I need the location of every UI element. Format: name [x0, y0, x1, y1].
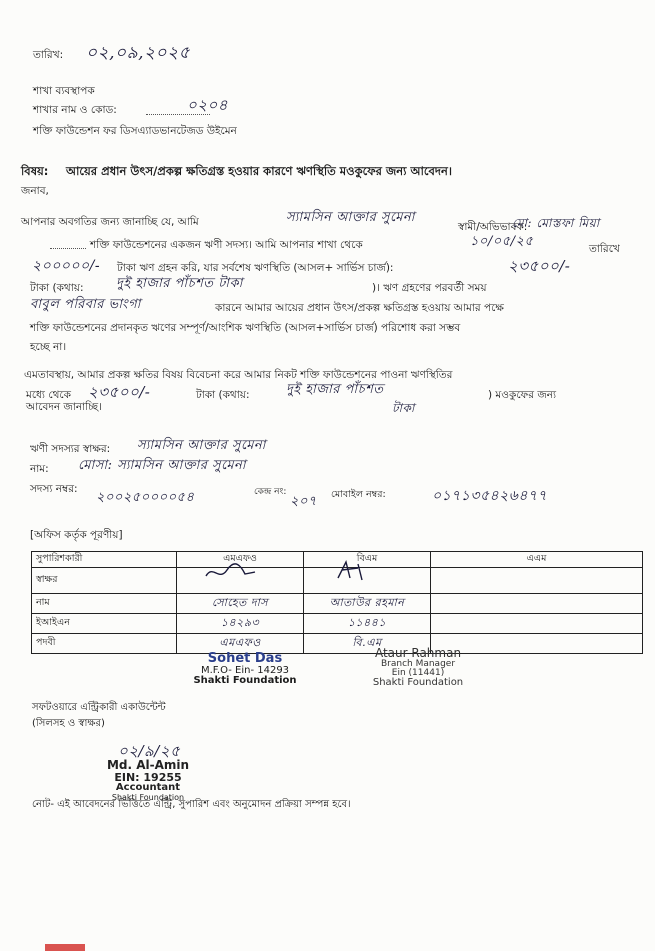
- body2-line1: এমতাবস্থায়, আমার প্রকল্প ক্ষতির বিষয় বিবেচনা করে আমার নিকট শক্তি ফাউন্ডেশনের পাওনা ঋণস্থিতির: [24, 369, 453, 381]
- mfo-signature: [201, 562, 261, 584]
- bm-stamp-title: Branch Manager: [380, 658, 456, 669]
- body2-words-label: টাকা (কথায়:: [196, 389, 250, 401]
- center-label: কেন্দ্র নং:: [254, 487, 287, 497]
- member-name: মোসা: স্যামসিন আক্তার সুমেনা: [78, 458, 247, 473]
- bm-stamp-org: Shakti Foundation: [372, 677, 464, 689]
- page-corner-mark: [45, 944, 85, 951]
- table-row: [32, 614, 643, 634]
- recommendation-table: [31, 551, 643, 654]
- date-value: ০২,০৯,২০২৫: [86, 43, 191, 63]
- cause-handwritten: বাবুল পরিবার ভাংগা: [30, 297, 141, 312]
- footer-note: নোট- এই আবেদনের ভিত্তিতে এন্ট্রি, সুপারিশ এবং অনুমোদন প্রক্রিয়া সম্পন্ন হবে।: [32, 799, 351, 810]
- header-am: এএম: [431, 552, 643, 568]
- body1-line2: শক্তি ফাউন্ডেশনের একজন ঋণী সদস্য। আমি আপনার শাখা থেকে: [90, 239, 363, 251]
- bm-stamp-ein: Ein (11441): [391, 668, 445, 679]
- mfo-signature-cell: [177, 568, 304, 594]
- loan-date: ১০/০৫/২৫: [470, 234, 534, 249]
- mobile-number: ০১৭১৩৫৪২৬৪৭৭: [432, 488, 548, 504]
- body1-line4: )। ঋণ গ্রহণের পরবর্তী সময়: [372, 282, 487, 294]
- amount-in-words: দুই হাজার পাঁচশত টাকা: [116, 276, 243, 291]
- accountant-stamp-ein: EIN: 19255: [114, 770, 182, 784]
- accountant-sign-date: ০২/৯/২৫: [118, 742, 181, 760]
- am-signature-cell: [431, 568, 643, 594]
- row-label: স্বাক্ষর: [32, 568, 177, 594]
- loan-amount: ২০০০০০/-: [32, 258, 101, 274]
- org-line: শক্তি ফাউন্ডেশন ফর ডিসএ্যাডভানটেজড উইমেন: [33, 125, 237, 137]
- body1-line7: হচ্ছে না।: [30, 341, 67, 353]
- addressee-line: শাখা ব্যবস্থাপক: [33, 85, 95, 97]
- subject-text: আয়ের প্রধান উৎস/প্রকল্প ক্ষতিগ্রস্ত হওয়ার কারণে ঋণস্থিতি মওকুফের জন্য আবেদন।: [66, 164, 452, 178]
- member-id: ২০০২৫০০০০৫৪: [96, 490, 195, 505]
- bm-stamp-name: Ataur Rahman: [374, 646, 462, 660]
- table-row: [32, 634, 643, 654]
- body2-from: মধ্যে থেকে: [26, 389, 71, 401]
- body1-line6: শক্তি ফাউন্ডেশনের প্রদানকৃত ঋণের সম্পূর্ণ/আংশিক ঋণস্থিতি (আসল+সার্ভিস চার্জ) পরিশোধ করা সম্ভব: [30, 322, 461, 334]
- accountant-stamp: [98, 759, 198, 802]
- bm-designation: বি.এম: [304, 634, 431, 654]
- member-id-label: সদস্য নম্বর:: [30, 483, 78, 495]
- office-use-note: [অফিস কর্তৃক পূরণীয়]: [30, 529, 123, 541]
- dotted-line: [50, 248, 86, 249]
- accountant-stamp-org: Shakti Foundation: [111, 792, 185, 802]
- header-mfo: এমএফও: [177, 552, 304, 568]
- mfo-stamp-name: Sohet Das: [207, 651, 283, 666]
- am-name: [431, 594, 643, 614]
- body2-tail: ) মওকুফের জন্য: [488, 389, 557, 401]
- date-suffix: তারিখে: [589, 243, 620, 255]
- table-row: [32, 594, 643, 614]
- row-label: পদবী: [32, 634, 177, 654]
- mfo-stamp-org: Shakti Foundation: [193, 675, 297, 687]
- bm-ein: ১১৪৪১: [304, 614, 431, 634]
- subject-label: বিষয়:: [21, 164, 49, 178]
- date-label: তারিখ:: [33, 49, 64, 61]
- waiver-amount: ২৩৫০০/-: [88, 383, 151, 401]
- mfo-ein: ১৪২৯৩: [177, 614, 304, 634]
- bm-stamp: [348, 647, 488, 689]
- salutation: জনাব,: [21, 185, 49, 197]
- accountant-seal-label: (সিলসহ ও স্বাক্ষর): [32, 718, 105, 729]
- mfo-name: সোহেত দাস: [177, 594, 304, 614]
- bm-signature: [328, 560, 388, 582]
- member-signature: স্যামসিন আক্তার সুমেনা: [137, 438, 266, 453]
- body1-line5: কারনে আমার আয়ের প্রধান উৎস/প্রকল্প ক্ষতিগ্রস্ত হওয়ায় আমার পক্ষে: [215, 302, 504, 314]
- balance-value: ২৩৫০০/-: [508, 257, 571, 275]
- mobile-label: মোবাইল নম্বর:: [331, 489, 386, 500]
- accountant-stamp-name: Md. Al-Amin: [106, 758, 190, 772]
- am-ein: [431, 614, 643, 634]
- guardian-name: মো: মোস্তফা মিয়া: [512, 216, 600, 230]
- waiver-in-words-cont: টাকা: [392, 401, 415, 415]
- center-number: ২০৭: [290, 494, 317, 509]
- bm-name: আতাউর রহমান: [304, 594, 431, 614]
- body2-line3: আবেদন জানাচ্ছি।: [26, 401, 102, 413]
- words-label: টাকা (কথায়:: [30, 282, 84, 294]
- header-bm: বিএম: [304, 552, 431, 568]
- body1-line1: আপনার অবগতির জন্য জানাচ্ছি যে, আমি: [21, 216, 199, 228]
- member-name-label: নাম:: [30, 463, 49, 475]
- mfo-stamp-ein: M.F.O- Ein- 14293: [200, 664, 290, 676]
- row-label: নাম: [32, 594, 177, 614]
- waiver-in-words: দুই হাজার পাঁচশত: [286, 382, 384, 397]
- header-recommender: সুপারিশকারী: [32, 552, 177, 568]
- applicant-name-handwritten: স্যামসিন আক্তার সুমেনা: [286, 210, 415, 225]
- accountant-label: সফটওয়ারে এন্ট্রিকারী একাউন্টেন্ট: [32, 702, 166, 713]
- branch-code: ০২০৪: [187, 96, 228, 114]
- branch-label: শাখার নাম ও কোড:: [33, 104, 117, 116]
- accountant-stamp-title: Accountant: [115, 782, 181, 794]
- mfo-stamp: [180, 652, 310, 687]
- bm-signature-cell: [304, 568, 431, 594]
- body1-line3: টাকা ঋণ গ্রহন করি, যার সর্বশেষ ঋণস্থিতি (আসল+ সার্ভিস চার্জ):: [117, 262, 394, 274]
- row-label: ইআইএন: [32, 614, 177, 634]
- guardian-label: স্বামী/অভিভাবক:: [458, 221, 528, 233]
- mfo-designation: এমএফও: [177, 634, 304, 654]
- member-sign-label: ঋণী সদস্যর স্বাক্ষর:: [30, 443, 111, 455]
- table-row: [32, 568, 643, 594]
